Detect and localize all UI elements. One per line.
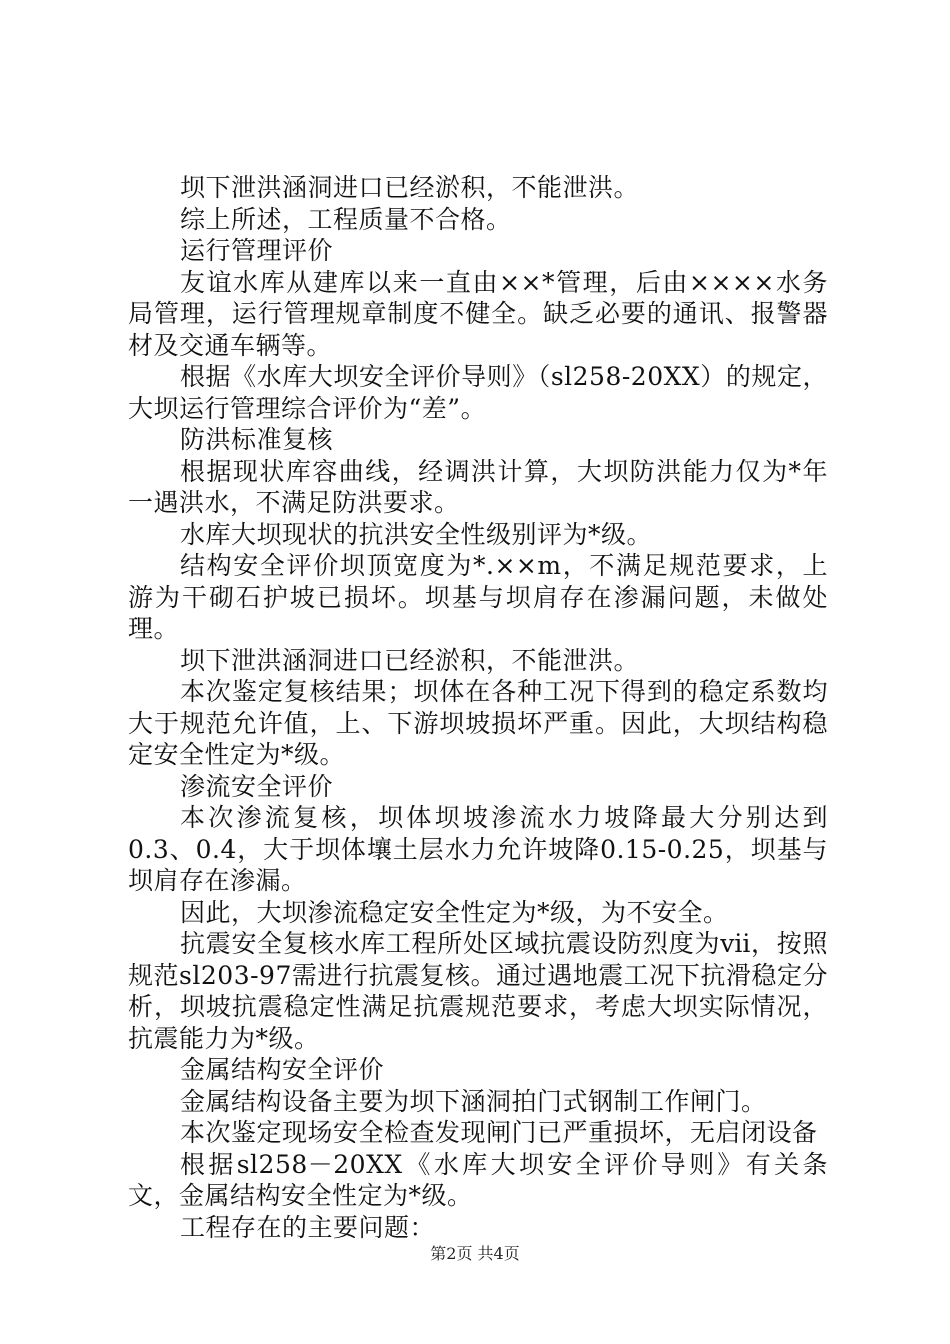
- paragraph: 根据现状库容曲线，经调洪计算，大坝防洪能力仅为*年一遇洪水，不满足防洪要求。: [128, 456, 828, 517]
- paragraph: 本次鉴定复核结果；坝体在各种工况下得到的稳定系数均大于规范允许值，上、下游坝坡损坏严重。因此，大坝结构稳定安全性定为*级。: [128, 677, 828, 769]
- paragraph: 水库大坝现状的抗洪安全性级别评为*级。: [180, 519, 653, 549]
- page-number-footer: 第2页 共4页: [430, 1244, 520, 1263]
- paragraph: 坝下泄洪涵洞进口已经淤积，不能泄洪。: [180, 645, 640, 675]
- section-heading: 渗流安全评价: [180, 771, 334, 801]
- paragraph: 本次鉴定现场安全检查发现闸门已严重损坏，无启闭设备: [180, 1118, 818, 1147]
- paragraph: 结构安全评价坝顶宽度为*.××m，不满足规范要求，上游为干砌石护坡已损坏。坝基与坝肩存在渗漏问题，未做处理。: [128, 551, 828, 643]
- paragraph: 根据《水库大坝安全评价导则》（sl258-20XX）的规定，大坝运行管理综合评价为“差”。: [128, 362, 828, 423]
- paragraph: 金属结构设备主要为坝下涵洞拍门式钢制工作闸门。: [180, 1086, 767, 1116]
- section-heading: 运行管理评价: [180, 236, 334, 265]
- document-body: [128, 172, 828, 1243]
- section-heading: 金属结构安全评价: [180, 1055, 385, 1084]
- paragraph: 工程存在的主要问题：: [180, 1212, 436, 1242]
- paragraph: 根据sl258－20XX《水库大坝安全评价导则》有关条文，金属结构安全性定为*级。: [128, 1149, 828, 1210]
- paragraph: 友谊水库从建库以来一直由××*管理，后由××××水务局管理，运行管理规章制度不健全。缺乏必要的通讯、报警器材及交通车辆等。: [128, 267, 828, 360]
- section-heading: 防洪标准复核: [180, 425, 334, 454]
- paragraph: 本次渗流复核，坝体坝坡渗流水力坡降最大分别达到0.3、0.4，大于坝体壤土层水力允许坡降0.15-0.25，坝基与坝肩存在渗漏。: [128, 803, 828, 895]
- paragraph: 综上所述，工程质量不合格。: [180, 204, 512, 234]
- paragraph: 抗震安全复核水库工程所处区域抗震设防烈度为ⅶ，按照规范sl203-97需进行抗震复核。通过遇地震工况下抗滑稳定分析，坝坡抗震稳定性满足抗震规范要求，考虑大坝实际情况，抗震能力为*级。: [128, 929, 828, 1053]
- paragraph: 因此，大坝渗流稳定安全性定为*级，为不安全。: [180, 897, 729, 927]
- paragraph: 坝下泄洪涵洞进口已经淤积，不能泄洪。: [180, 173, 640, 202]
